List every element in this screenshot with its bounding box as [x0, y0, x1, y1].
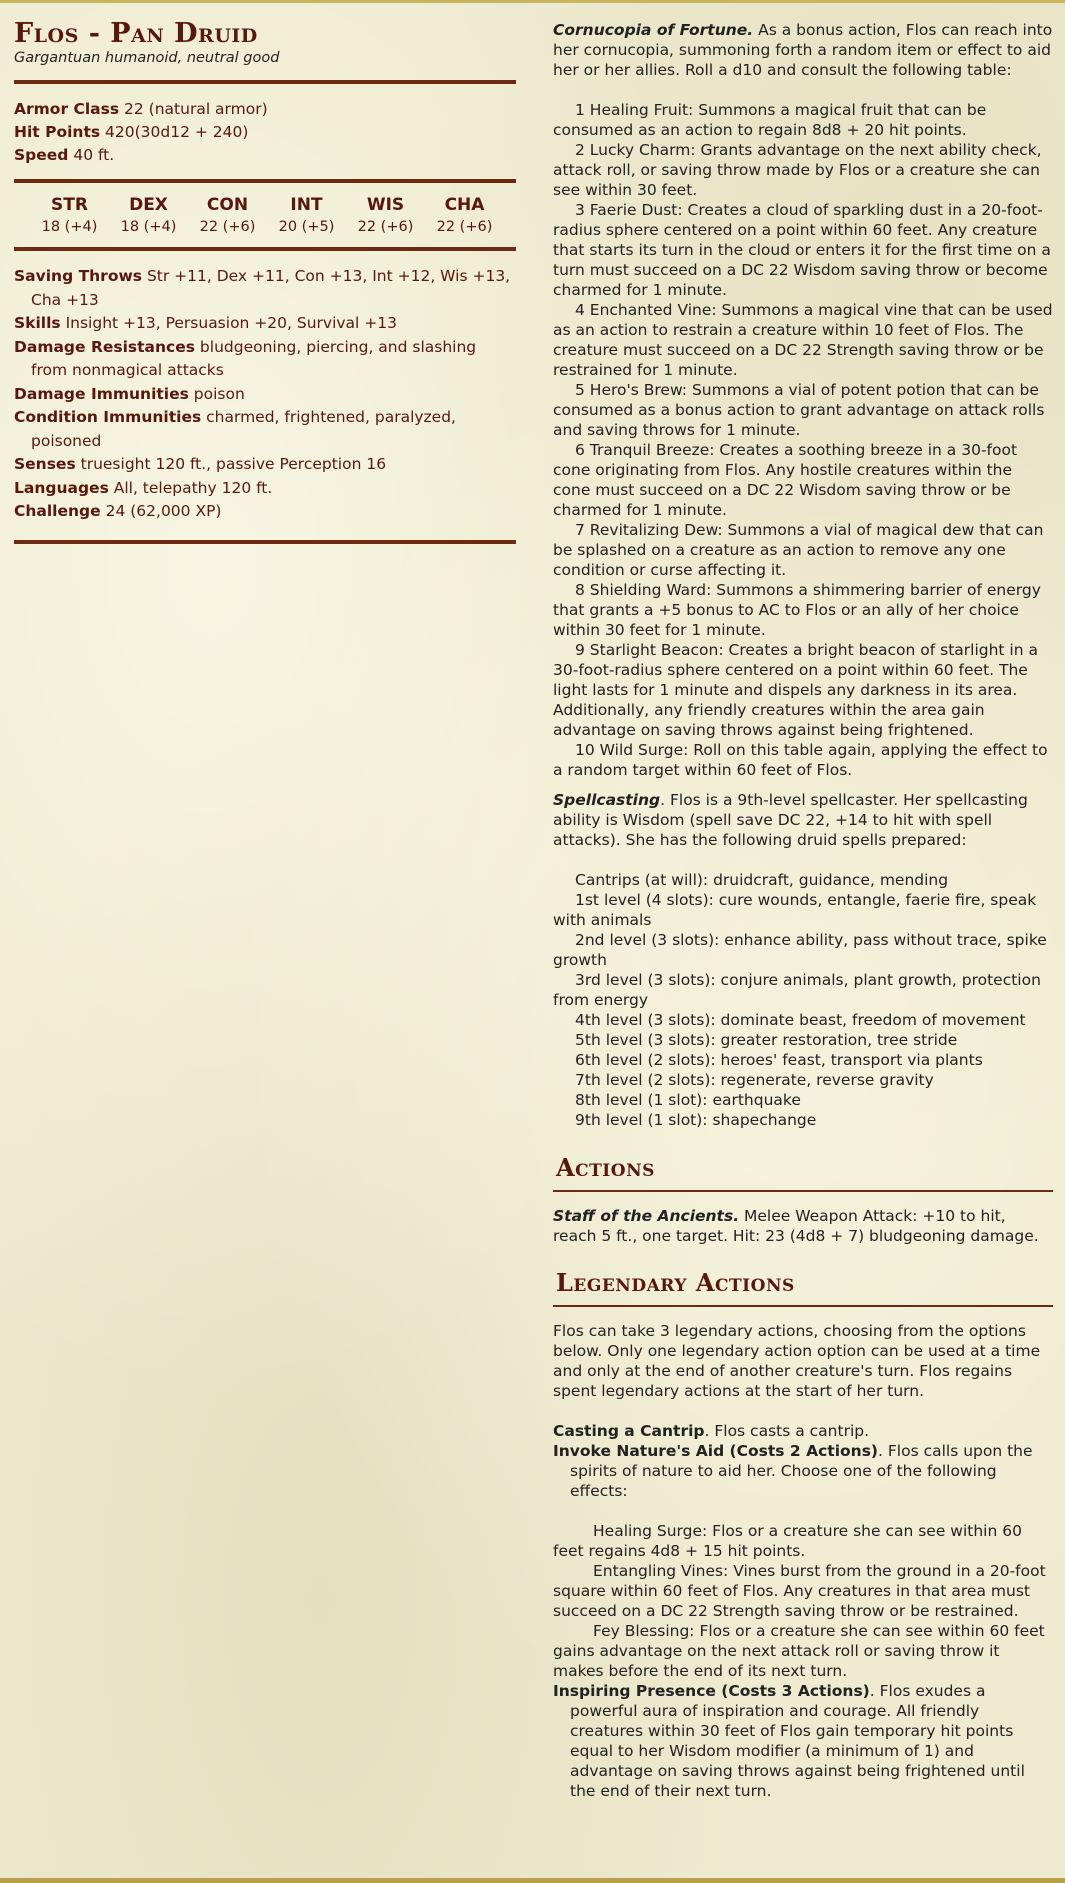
divider — [14, 80, 516, 84]
table-entry: 10 Wild Surge: Roll on this table again, applying the effect to a random target within 60 feet of Flos. — [553, 741, 1048, 779]
property-label: Saving Throws — [14, 267, 143, 286]
monster-block — [14, 3, 516, 558]
senses — [14, 453, 516, 477]
monster-name: Flos - Pan Druid — [14, 18, 258, 49]
table-entry: 3 Faerie Dust: Creates a cloud of sparkling dust in a 20-foot-radius sphere centered on a point within 60 feet. Any creature that starts its turn in the cloud or enters it for the first time on a turn must succeed on a DC 22 Wisdom saving throw or become charmed for 1 minute. — [553, 201, 1051, 299]
spell-level: 6th level (2 slots): heroes' feast, transport via plants — [575, 1051, 983, 1069]
damage-resistances — [14, 336, 516, 383]
cornucopia-intro — [553, 20, 1053, 80]
divider — [14, 247, 516, 251]
spell-level: 1st level (4 slots): cure wounds, entangle, faerie fire, speak with animals — [553, 891, 1037, 929]
ability-value: 22 (+6) — [199, 219, 256, 236]
legendary-title: Casting a Cantrip — [553, 1422, 705, 1440]
speed-label: Speed — [14, 146, 69, 165]
table-entry: 2 Lucky Charm: Grants advantage on the next ability check, attack roll, or saving throw made by Flos or a creature she can see within 30 feet. — [553, 141, 1042, 199]
ability-dex — [109, 195, 188, 235]
table-entry: 1 Healing Fruit: Summons a magical fruit that can be consumed as an action to regain 8d8 + 20 hit points. — [553, 101, 987, 139]
ability-int — [267, 195, 346, 235]
ability-wis — [346, 195, 425, 235]
legendary-inspiring-presence — [553, 1681, 1053, 1801]
property-label: Condition Immunities — [14, 408, 202, 427]
traits-column — [553, 20, 1053, 1801]
ability-con — [188, 195, 267, 235]
legendary-text: . Flos casts a cantrip. — [704, 1422, 870, 1440]
spell-level: 7th level (2 slots): regenerate, reverse gravity — [575, 1071, 934, 1089]
actions-heading: Actions — [556, 1153, 655, 1182]
monster-type: Gargantuan humanoid, neutral good — [14, 50, 280, 67]
ability-value: 18 (+4) — [41, 219, 98, 236]
property-label: Damage Immunities — [14, 384, 189, 403]
ability-cha — [425, 195, 504, 235]
armor-class-value: 22 (natural armor) — [124, 100, 268, 119]
legendary-cantrip — [553, 1421, 1053, 1441]
table-entry: 7 Revitalizing Dew: Summons a vial of magical dew that can be splashed on a creature as an action to remove any one condition or curse affecting it. — [553, 521, 1044, 579]
languages — [14, 477, 516, 501]
ability-scores — [14, 195, 516, 235]
staff-action — [553, 1206, 1053, 1246]
saving-throws — [14, 265, 516, 312]
spellcasting-intro — [553, 790, 1053, 850]
legendary-title: Invoke Nature's Aid (Costs 2 Actions) — [553, 1442, 879, 1460]
trait-title: Cornucopia of Fortune. — [553, 21, 754, 39]
trait-title: Spellcasting — [553, 791, 661, 809]
legendary-text: . Flos calls upon the spirits of nature to aid her. Choose one of the following effects: — [570, 1442, 1033, 1500]
aid-effect: Entangling Vines: Vines burst from the ground in a 20-foot square within 60 feet of Flos. Any creatures in that area must succeed on a DC 22 Strength saving throw or be restrained. — [553, 1562, 1046, 1620]
property-value: truesight 120 ft., passive Perception 16 — [80, 455, 387, 474]
armor-class-label: Armor Class — [14, 100, 120, 119]
property-label: Skills — [14, 314, 61, 333]
property-label: Challenge — [14, 502, 101, 521]
spell-level: 3rd level (3 slots): conjure animals, plant growth, protection from energy — [553, 971, 1041, 1009]
hit-points — [14, 121, 516, 144]
property-value: Str +11, Dex +11, Con +13, Int +12, Wis +13, Cha +13 — [31, 267, 511, 309]
legendary-intro: Flos can take 3 legendary actions, choosing from the options below. Only one legendary action option can be used at a time and only at the end of another creature's turn. Flos regains spent legendary actions at the start of her turn. — [553, 1322, 1041, 1400]
legendary-natures-aid — [553, 1441, 1053, 1501]
property-value: bludgeoning, piercing, and slashing from nonmagical attacks — [31, 337, 477, 380]
armor-class — [14, 98, 516, 121]
trait-text: . Flos is a 9th-level spellcaster. Her spellcasting ability is Wisdom (spell save DC 22, +14 to hit with spell attacks). She has the following druid spells prepared: — [553, 791, 1028, 849]
property-label: Senses — [14, 455, 76, 474]
property-value: charmed, frightened, paralyzed, poisoned — [31, 408, 456, 450]
table-entry: 6 Tranquil Breeze: Creates a soothing breeze in a 30-foot cone originating from Flos. Any hostile creatures within the cone must succeed on a DC 22 Wisdom saving throw or be charmed for 1 minute. — [553, 441, 1018, 519]
table-entry: 9 Starlight Beacon: Creates a bright beacon of starlight in a 30-foot-radius sphere centered on a point within 60 feet. The light lasts for 1 minute and dispels any darkness in its area. Additionally, any friendly creatures within the area gain advantage on saving throws against being frightened. — [553, 641, 1038, 739]
ability-value: 18 (+4) — [120, 219, 177, 236]
action-text: Melee Weapon Attack: +10 to hit, reach 5 ft., one target. Hit: 23 (4d8 + 7) bludgeoning damage. — [553, 1207, 1039, 1245]
ability-label: CON — [206, 195, 249, 216]
spell-level: 5th level (3 slots): greater restoration, tree stride — [575, 1031, 958, 1049]
ability-label: CHA — [444, 195, 485, 216]
action-title: Staff of the Ancients. — [553, 1207, 740, 1225]
property-label: Languages — [14, 478, 109, 497]
spell-level: 2nd level (3 slots): enhance ability, pass without trace, spike growth — [553, 931, 1047, 969]
property-value: 24 (62,000 XP) — [105, 502, 222, 521]
ability-value: 22 (+6) — [436, 219, 493, 236]
speed — [14, 144, 516, 167]
ability-label: INT — [290, 195, 323, 216]
legendary-text: . Flos exudes a powerful aura of inspiration and courage. All friendly creatures within 30 feet of Flos gain temporary hit points equal to her Wisdom modifier (a minimum of 1) and advantage on saving throws against being frightened until the end of their next turn. — [570, 1682, 1025, 1800]
divider — [14, 179, 516, 183]
ability-label: WIS — [366, 195, 405, 216]
spell-level: 9th level (1 slot): shapechange — [575, 1111, 817, 1129]
ability-str — [30, 195, 109, 235]
hit-points-value: 420(30d12 + 240) — [105, 123, 249, 142]
ability-label: DEX — [129, 195, 168, 216]
spell-level: Cantrips (at will): druidcraft, guidance, mending — [575, 871, 949, 889]
table-entry: 8 Shielding Ward: Summons a shimmering barrier of energy that grants a +5 bonus to AC to Flos or an ally of her choice within 30 feet for 1 minute. — [553, 581, 1041, 639]
trait-text: As a bonus action, Flos can reach into her cornucopia, summoning forth a random item or effect to aid her or her allies. Roll a d10 and consult the following table: — [553, 21, 1053, 79]
hit-points-label: Hit Points — [14, 123, 101, 142]
divider — [14, 540, 516, 544]
damage-immunities — [14, 383, 516, 407]
spell-level: 4th level (3 slots): dominate beast, freedom of movement — [575, 1011, 1026, 1029]
table-entry: 4 Enchanted Vine: Summons a magical vine that can be used as an action to restrain a creature within 10 feet of Flos. The creature must succeed on a DC 22 Strength saving throw or be restrained for 1 minute. — [553, 301, 1053, 379]
property-value: All, telepathy 120 ft. — [113, 478, 273, 497]
property-label: Damage Resistances — [14, 337, 195, 356]
aid-effect: Healing Surge: Flos or a creature she can see within 60 feet regains 4d8 + 15 hit points. — [553, 1522, 1022, 1560]
skills — [14, 312, 516, 336]
aid-effect: Fey Blessing: Flos or a creature she can see within 60 feet gains advantage on the next attack roll or saving throw it makes before the end of its next turn. — [553, 1622, 1045, 1680]
speed-value: 40 ft. — [73, 146, 115, 165]
ability-label: STR — [51, 195, 88, 216]
challenge — [14, 500, 516, 524]
property-value: poison — [193, 384, 245, 403]
ability-value: 22 (+6) — [357, 219, 414, 236]
property-value: Insight +13, Persuasion +20, Survival +13 — [65, 314, 397, 333]
ability-value: 20 (+5) — [278, 219, 335, 236]
table-entry: 5 Hero's Brew: Summons a vial of potent potion that can be consumed as a bonus action to grant advantage on attack rolls and saving throws for 1 minute. — [553, 381, 1045, 439]
condition-immunities — [14, 406, 516, 453]
legendary-actions-heading: Legendary Actions — [556, 1268, 795, 1297]
legendary-title: Inspiring Presence (Costs 3 Actions) — [553, 1682, 870, 1700]
spell-level: 8th level (1 slot): earthquake — [575, 1091, 801, 1109]
